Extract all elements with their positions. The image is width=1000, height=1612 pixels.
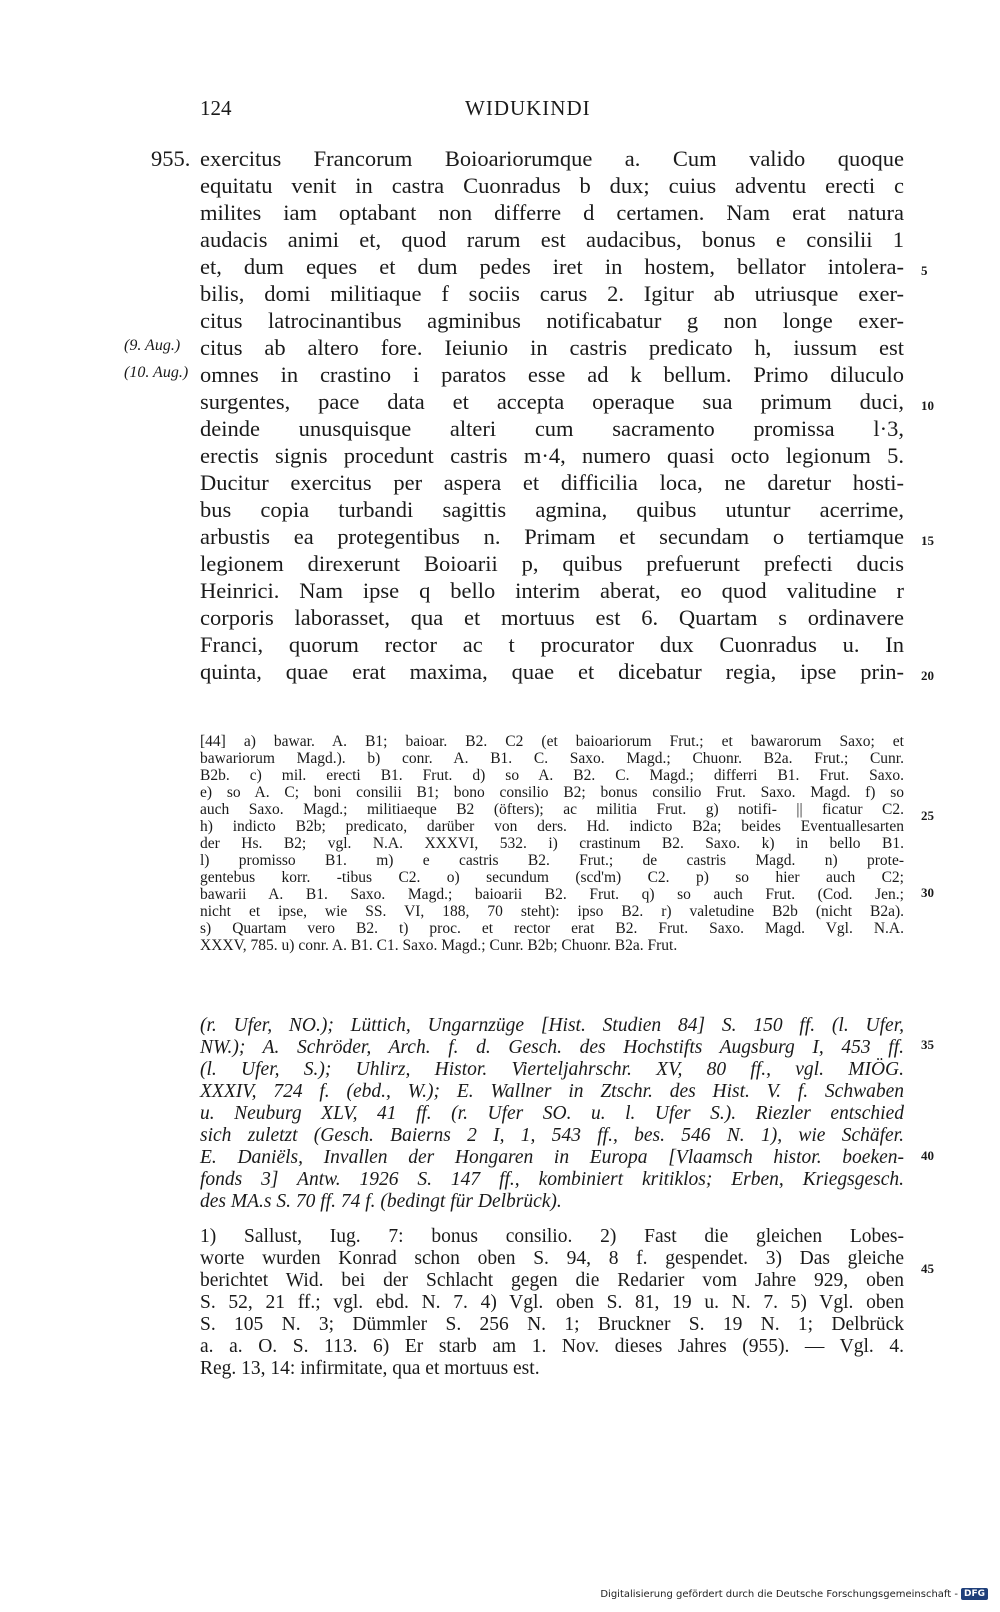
main-line: quinta, quae erat maxima, quae et dicebatur regia, ipse prin- [200,659,904,684]
commentary-line: u. Neuburg XLV, 41 ff. (r. Ufer SO. u. l. Ufer S.). Riezler entschied [200,1103,904,1124]
main-line: corporis laborasset, qua et mortuus est 6. Quartam s ordinavere [200,605,904,630]
running-title: WIDUKINDI [465,96,591,120]
line-number: 40 [921,1148,934,1163]
line-number: 45 [921,1261,934,1276]
commentary-line: NW.); A. Schröder, Arch. f. d. Gesch. des Hochstifts Augsburg I, 453 ff. [200,1037,904,1058]
commentary-line: sich zuletzt (Gesch. Baierns 2 I, 1, 543 ff., bes. 546 N. 1), wie Schäfer. [200,1125,904,1146]
main-line: legionem direxerunt Boioarii p, quibus prefuerunt prefecti ducis [200,551,904,576]
line-number: 20 [921,668,934,683]
footer-text: Digitalisierung gefördert durch die Deutsche Forschungsgemeinschaft - [600,1588,958,1600]
line-number: 35 [921,1037,934,1052]
main-line: bilis, domi militiaque f sociis carus 2. Igitur ab utriusque exer- [200,281,904,306]
main-line: Franci, quorum rector ac t procurator dux Cuonradus u. In [200,632,904,657]
page-number: 124 [200,96,232,120]
main-line: milites iam optabant non differre d certamen. Nam erat natura [200,200,904,225]
margin-year: 955. [151,146,191,171]
main-line: omnes in crastino i paratos esse ad k bellum. Primo diluculo [200,362,904,387]
commentary-line: (l. Ufer, S.); Uhlirz, Histor. Vierteljahrschr. XV, 80 ff., vgl. MIÖG. [200,1059,904,1080]
main-line: erectis signis procedunt castris m·4, numero quasi octo legionum 5. [200,443,904,468]
apparatus-line: auch Saxo. Magd.; militiaeque B2 (öfters); ac militia Frut. g) notifi- || ficatur C2. [200,801,904,818]
margin-date-1: (9. Aug.) [124,337,181,354]
margin-date-2: (10. Aug.) [124,364,189,381]
apparatus-line: [44] a) bawar. A. B1; baioar. B2. C2 (et baioariorum Frut.; et bawarorum Saxo; et [200,733,904,750]
apparatus-line: e) so A. C; boni consilii B1; bono consilio B2; bonus consilio Frut. Saxo. Magd. f) so [200,784,904,801]
apparatus-line: bawarii A. B1. Saxo. Magd.; baioarii B2. Frut. q) so auch Frut. (Cod. Jen.; [200,886,904,903]
commentary-line: XXXIV, 724 f. (ebd., W.); E. Wallner in Ztschr. des Hist. V. f. Schwaben [200,1081,904,1102]
commentary-line: E. Daniëls, Invallen der Hongaren in Europa [Vlaamsch histor. boeken- [200,1147,904,1168]
footnote-line: Reg. 13, 14: infirmitate, qua et mortuus est. [200,1358,540,1379]
line-number: 5 [921,263,928,278]
main-line: equitatu venit in castra Cuonradus b dux; cuius adventu erecti c [200,173,904,198]
main-line: surgentes, pace data et accepta operaque sua primum duci, [200,389,904,414]
apparatus-line: nicht et ipse, wie SS. VI, 188, 70 steht): ipso B2. r) valetudine B2b (nicht B2a). [200,903,904,920]
running-header [200,96,840,124]
main-line: citus ab altero fore. Ieiunio in castris predicato h, iussum est [200,335,904,360]
main-line: Heinrici. Nam ipse q bello interim aberat, eo quod valitudine r [200,578,904,603]
footnote-line: berichtet Wid. bei der Schlacht gegen die Redarier vom Jahre 929, oben [200,1270,904,1291]
line-number: 10 [921,398,934,413]
apparatus-line: der Hs. B2; vgl. N.A. XXXVI, 532. i) crastinum B2. Saxo. k) in bello B1. [200,835,904,852]
apparatus-line: s) Quartam vero B2. t) proc. et rector erat B2. Frut. Saxo. Magd. Vgl. N.A. [200,920,904,937]
apparatus-line: XXXV, 785. u) conr. A. B1. C1. Saxo. Magd.; Cunr. B2b; Chuonr. B2a. Frut. [200,937,678,954]
apparatus-line: B2b. c) mil. erecti B1. Frut. d) so A. B2. C. Magd.; differri B1. Frut. Saxo. [200,767,904,784]
apparatus-line: h) indicto B2b; predicato, darüber von ders. Hd. indicto B2a; beides Eventuallesarten [200,818,904,835]
main-line: exercitus Francorum Boioariorumque a. Cum valido quoque [200,146,904,171]
digitization-footer [600,1588,988,1600]
line-number: 30 [921,885,934,900]
commentary-line: fonds 3] Antw. 1926 S. 147 ff., kombiniert kritiklos; Erben, Kriegsgesch. [200,1169,904,1190]
footnote-line: worte wurden Konrad schon oben S. 94, 8 f. gespendet. 3) Das gleiche [200,1248,904,1269]
main-line: Ducitur exercitus per aspera et difficilia loca, ne daretur hosti- [200,470,904,495]
dfg-logo-icon: DFG [961,1588,988,1600]
line-number: 25 [921,808,934,823]
commentary-line: (r. Ufer, NO.); Lüttich, Ungarnzüge [Hist. Studien 84] S. 150 ff. (l. Ufer, [200,1015,904,1036]
footnote-line: S. 105 N. 3; Dümmler S. 256 N. 1; Bruckner S. 19 N. 1; Delbrück [200,1314,904,1335]
main-line: et, dum eques et dum pedes iret in hostem, bellator intolera- [200,254,904,279]
apparatus-line: gentebus korr. -tibus C2. o) secundum (scd'm) C2. p) so hier auch C2; [200,869,904,886]
apparatus-line: bawariorum Magd.). b) conr. A. B1. C. Saxo. Magd.; Chuonr. B2a. Frut.; Cunr. [200,750,904,767]
main-line: deinde unusquisque alteri cum sacramento promissa l·3, [200,416,904,441]
footnote-line: S. 52, 21 ff.; vgl. ebd. N. 7. 4) Vgl. oben S. 81, 19 u. N. 7. 5) Vgl. oben [200,1292,904,1313]
main-line: citus latrocinantibus agminibus notificabatur g non longe exer- [200,308,904,333]
main-line: bus copia turbandi sagittis agmina, quibus utuntur acerrime, [200,497,904,522]
commentary-line: des MA.s S. 70 ff. 74 f. (bedingt für Delbrück). [200,1191,562,1212]
footnote-line: a. a. O. S. 113. 6) Er starb am 1. Nov. dieses Jahres (955). — Vgl. 4. [200,1336,904,1357]
footnote-line: 1) Sallust, Iug. 7: bonus consilio. 2) Fast die gleichen Lobes- [200,1226,904,1247]
main-line: audacis animi et, quod rarum est audacibus, bonus e consilii 1 [200,227,904,252]
line-number: 15 [921,533,934,548]
apparatus-line: l) promisso B1. m) e castris B2. Frut.; de castris Magd. n) prote- [200,852,904,869]
main-line: arbustis ea protegentibus n. Primam et secundam o tertiamque [200,524,904,549]
